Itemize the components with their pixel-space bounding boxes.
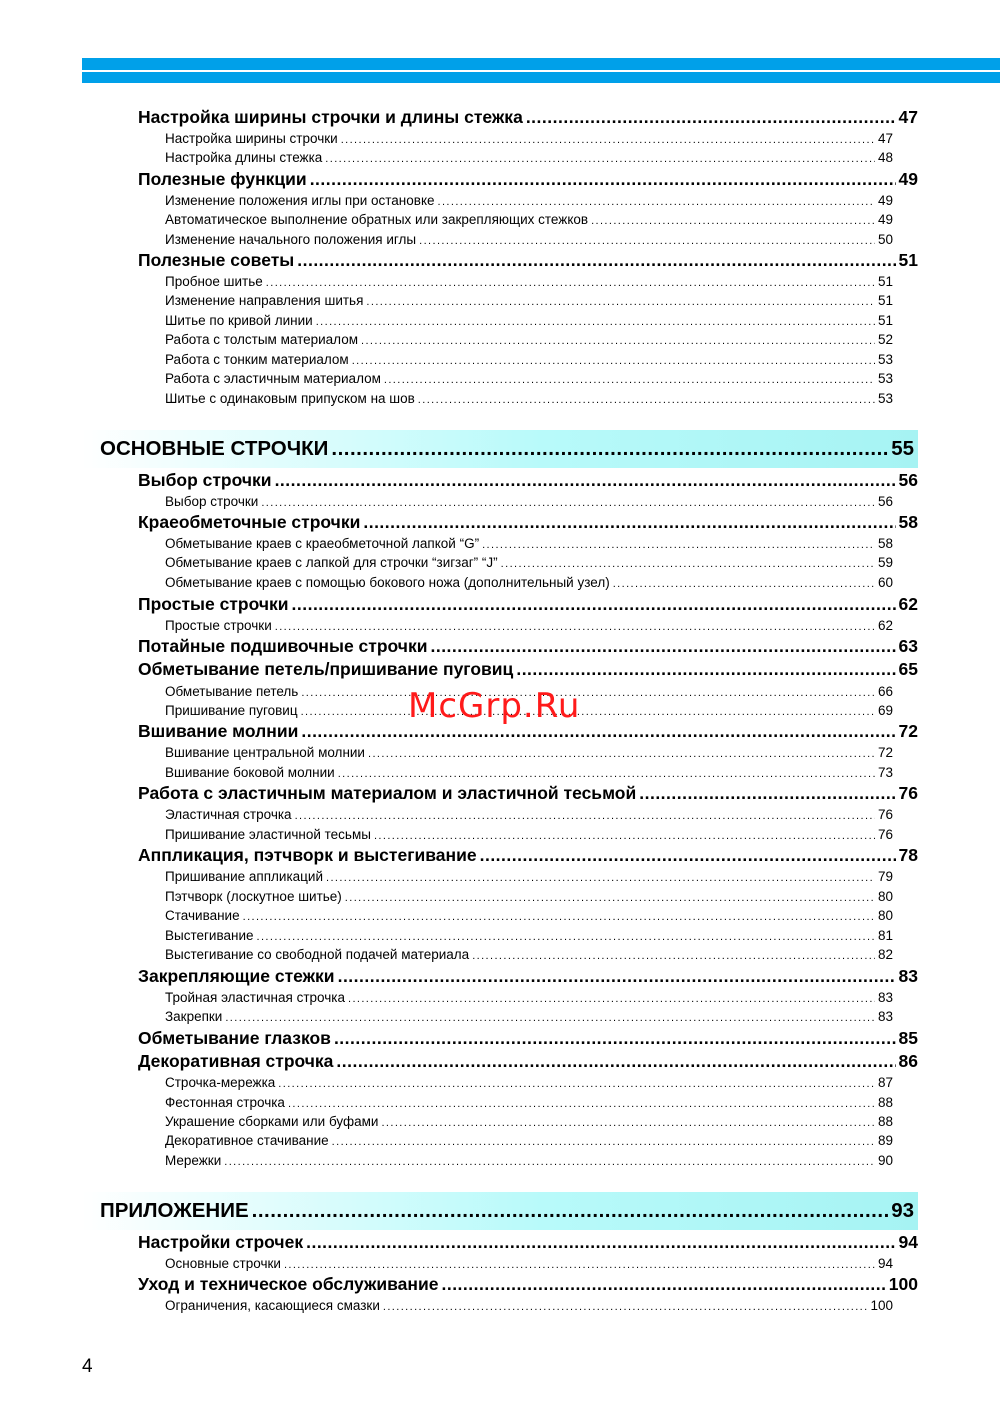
toc-subsection[interactable] [165, 827, 893, 844]
toc-page-number: 87 [877, 1075, 893, 1090]
leader-dots [332, 1136, 875, 1148]
toc-page-number: 72 [877, 745, 893, 760]
toc-subsection-title: Работа с толстым материалом [165, 332, 358, 347]
leader-dots [310, 169, 896, 190]
toc-subsection[interactable] [165, 536, 893, 553]
toc-subsection[interactable] [165, 212, 893, 229]
toc-page-number: 48 [877, 150, 893, 165]
toc-page-number: 51 [898, 250, 918, 270]
toc-page-number: 78 [898, 845, 918, 865]
leader-dots [381, 1117, 875, 1129]
leader-dots [352, 355, 875, 367]
toc-page-number: 66 [877, 684, 893, 699]
toc-subsection[interactable] [165, 494, 893, 511]
toc-subsection[interactable] [165, 575, 893, 592]
toc-section[interactable] [138, 512, 918, 534]
toc-page-number: 80 [877, 908, 893, 923]
toc-subsection[interactable] [165, 313, 893, 330]
toc-section-title: Вшивание молнии [138, 721, 299, 741]
toc-subsection[interactable] [165, 1009, 893, 1026]
toc-subsection-title: Основные строчки [165, 1256, 281, 1271]
leader-dots [639, 783, 895, 804]
toc-page-number: 47 [898, 107, 918, 127]
toc-subsection-title: Пробное шитье [165, 274, 263, 289]
toc-subsection[interactable] [165, 1256, 893, 1273]
toc-chapter-title: ОСНОВНЫЕ СТРОЧКИ [100, 437, 329, 460]
toc-subsection-title: Выстегивание со свободной подачей материала [165, 947, 470, 962]
toc-subsection-title: Выбор строчки [165, 494, 259, 509]
toc-section-title: Закрепляющие стежки [138, 966, 335, 986]
leader-dots [418, 394, 875, 406]
toc-page-number: 65 [898, 659, 918, 679]
toc-page-number: 62 [898, 594, 918, 614]
leader-dots [368, 748, 875, 760]
toc-subsection-title: Обметывание краев с помощью бокового ножа (дополнительный узел) [165, 575, 610, 590]
toc-page-number: 50 [877, 232, 893, 247]
toc-section[interactable] [138, 783, 918, 805]
leader-dots [331, 437, 888, 461]
toc-page-number: 49 [877, 193, 893, 208]
toc-subsection-title: Фестонная строчка [165, 1095, 285, 1110]
toc-section[interactable] [138, 250, 918, 272]
toc-page-number: 94 [898, 1232, 918, 1252]
leader-dots [480, 845, 896, 866]
toc-section[interactable] [138, 107, 918, 129]
leader-dots [275, 621, 875, 633]
toc-subsection-title: Выстегивание [165, 928, 254, 943]
leader-dots [266, 277, 875, 289]
toc-subsection[interactable] [165, 618, 893, 635]
leader-dots [341, 134, 875, 146]
toc-page-number: 93 [891, 1199, 914, 1222]
leader-dots [225, 1012, 875, 1024]
toc-page-number: 55 [891, 437, 914, 460]
toc-section-title: Обметывание петель/пришивание пуговиц [138, 659, 514, 679]
page-number: 4 [82, 1356, 93, 1377]
toc-subsection[interactable] [165, 193, 893, 210]
toc-subsection[interactable] [165, 745, 893, 762]
toc-subsection-title: Вшивание центральной молнии [165, 745, 365, 760]
toc-page-number: 76 [877, 827, 893, 842]
toc-page-number: 49 [898, 169, 918, 189]
toc-subsection[interactable] [165, 928, 893, 945]
chapter-header [82, 430, 918, 468]
toc-page-number: 58 [898, 512, 918, 532]
toc-page-number: 90 [877, 1153, 893, 1168]
leader-dots [338, 966, 896, 987]
toc-page-number: 58 [877, 536, 893, 551]
leader-dots [301, 687, 875, 699]
toc-subsection-title: Изменение начального положения иглы [165, 232, 417, 247]
toc-section[interactable] [138, 636, 918, 658]
toc-subsection[interactable] [165, 391, 893, 408]
toc-page-number: 86 [898, 1051, 918, 1071]
toc-page-number: 51 [877, 313, 893, 328]
toc-subsection-title: Шитье с одинаковым припуском на шов [165, 391, 415, 406]
leader-dots [613, 578, 875, 590]
leader-dots [295, 810, 875, 822]
toc-subsection[interactable] [165, 1095, 893, 1112]
toc-section-title: Работа с эластичным материалом и эластичной тесьмой [138, 783, 637, 803]
watermark: McGrp.Ru [408, 686, 581, 726]
toc-page-number: 88 [877, 1114, 893, 1129]
leader-dots [275, 470, 896, 491]
toc-page-number: 82 [877, 947, 893, 962]
toc-section-title: Полезные функции [138, 169, 307, 189]
toc-subsection[interactable] [165, 150, 893, 167]
toc-subsection-title: Простые строчки [165, 618, 272, 633]
toc-subsection-title: Стачивание [165, 908, 240, 923]
leader-dots [419, 235, 875, 247]
toc-page-number: 59 [877, 555, 893, 570]
leader-dots [482, 539, 875, 551]
leader-dots [366, 296, 875, 308]
toc-page-number: 100 [870, 1298, 893, 1313]
toc-subsection-title: Тройная эластичная строчка [165, 990, 345, 1005]
toc-page-number: 89 [877, 1133, 893, 1148]
toc-page-number: 53 [877, 371, 893, 386]
toc-page-number: 83 [898, 966, 918, 986]
leader-dots [278, 1078, 875, 1090]
toc-subsection-title: Автоматическое выполнение обратных или закрепляющих стежков [165, 212, 589, 227]
toc-section[interactable] [138, 1028, 918, 1050]
toc-page-number: 51 [877, 293, 893, 308]
toc-chapter-title: ПРИЛОЖЕНИЕ [100, 1199, 249, 1222]
toc-page-number: 69 [877, 703, 893, 718]
toc-section[interactable] [138, 1232, 918, 1254]
toc-subsection[interactable] [165, 990, 893, 1007]
toc-subsection-title: Ограничения, касающиеся смазки [165, 1298, 380, 1313]
toc-page-number: 49 [877, 212, 893, 227]
toc-subsection-title: Мережки [165, 1153, 222, 1168]
toc-subsection-title: Обметывание петель [165, 684, 299, 699]
toc-page-number: 52 [877, 332, 893, 347]
toc-subsection-title: Обметывание краев с лапкой для строчки “зигзаг” “J” [165, 555, 498, 570]
toc-page-number: 81 [877, 928, 893, 943]
toc-subsection-title: Пришивание эластичной тесьмы [165, 827, 371, 842]
toc-subsection-title: Обметывание краев с краеобметочной лапкой “G” [165, 536, 480, 551]
toc-subsection-title: Изменение положения иглы при остановке [165, 193, 435, 208]
leader-dots [363, 512, 895, 533]
toc-subsection[interactable] [165, 1075, 893, 1092]
toc-page-number: 60 [877, 575, 893, 590]
toc-section[interactable] [138, 594, 918, 616]
toc-section[interactable] [138, 845, 918, 867]
leader-dots [361, 335, 875, 347]
leader-dots [292, 594, 896, 615]
toc-subsection[interactable] [165, 869, 893, 886]
toc-subsection-title: Работа с эластичным материалом [165, 371, 381, 386]
toc-subsection-title: Закрепки [165, 1009, 223, 1024]
toc-subsection-title: Декоративное стачивание [165, 1133, 329, 1148]
leader-dots [243, 911, 875, 923]
toc-section[interactable] [138, 169, 918, 191]
leader-dots [301, 706, 875, 718]
toc-subsection[interactable] [165, 1153, 893, 1170]
toc-subsection[interactable] [165, 555, 893, 572]
leader-dots [384, 374, 875, 386]
toc-section-title: Аппликация, пэтчворк и выстегивание [138, 845, 477, 865]
toc-subsection[interactable] [165, 765, 893, 782]
leader-dots [472, 950, 875, 962]
leader-dots [257, 931, 875, 943]
toc-section[interactable] [138, 659, 918, 681]
toc-page-number: 56 [898, 470, 918, 490]
leader-dots [297, 250, 895, 271]
toc-subsection-title: Изменение направления шитья [165, 293, 364, 308]
toc-subsection[interactable] [165, 1133, 893, 1150]
toc-page-number: 72 [898, 721, 918, 741]
leader-dots [301, 721, 895, 742]
toc-section-title: Полезные советы [138, 250, 295, 270]
toc-subsection[interactable] [165, 371, 893, 388]
toc-subsection[interactable] [165, 293, 893, 310]
chapter-header [82, 1192, 918, 1230]
leader-dots [441, 1274, 885, 1295]
toc-page-number: 53 [877, 391, 893, 406]
toc-page-number: 85 [898, 1028, 918, 1048]
toc-subsection-title: Настройка длины стежка [165, 150, 323, 165]
header-bar [82, 58, 1000, 83]
toc-section[interactable] [138, 470, 918, 492]
toc-subsection-title: Настройка ширины строчки [165, 131, 338, 146]
toc-subsection[interactable] [165, 1298, 893, 1315]
toc-subsection[interactable] [165, 807, 893, 824]
toc-page-number: 94 [877, 1256, 893, 1271]
toc-subsection-title: Шитье по кривой линии [165, 313, 313, 328]
leader-dots [591, 215, 875, 227]
toc-subsection-title: Пришивание аппликаций [165, 869, 323, 884]
toc-subsection[interactable] [165, 352, 893, 369]
toc-subsection-title: Работа с тонким материалом [165, 352, 349, 367]
toc-page-number: 62 [877, 618, 893, 633]
toc-subsection-title: Строчка-мережка [165, 1075, 276, 1090]
leader-dots [438, 196, 875, 208]
leader-dots [306, 1232, 895, 1253]
toc-subsection-title: Вшивание боковой молнии [165, 765, 335, 780]
toc-subsection-title: Эластичная строчка [165, 807, 292, 822]
toc-page-number: 83 [877, 1009, 893, 1024]
toc-page-number: 88 [877, 1095, 893, 1110]
toc-chapter[interactable] [100, 1199, 914, 1223]
toc-page-number: 47 [877, 131, 893, 146]
toc-section[interactable] [138, 1274, 918, 1296]
leader-dots [383, 1301, 868, 1313]
leader-dots [374, 830, 875, 842]
toc-section-title: Краеобметочные строчки [138, 512, 361, 532]
toc-page-number: 83 [877, 990, 893, 1005]
toc-subsection[interactable] [165, 889, 893, 906]
leader-dots [348, 993, 875, 1005]
toc-subsection[interactable] [165, 947, 893, 964]
toc-page-number: 56 [877, 494, 893, 509]
leader-dots [501, 558, 875, 570]
toc-subsection[interactable] [165, 232, 893, 249]
toc-section-title: Настройки строчек [138, 1232, 304, 1252]
toc-section-title: Выбор строчки [138, 470, 272, 490]
toc-section[interactable] [138, 1051, 918, 1073]
leader-dots [326, 872, 875, 884]
toc-subsection[interactable] [165, 131, 893, 148]
toc-page-number: 100 [888, 1274, 918, 1294]
toc-page-number: 76 [877, 807, 893, 822]
leader-dots [316, 316, 875, 328]
leader-dots [252, 1199, 889, 1223]
toc-section-title: Декоративная строчка [138, 1051, 334, 1071]
leader-dots [334, 1028, 896, 1049]
toc-page-number: 80 [877, 889, 893, 904]
leader-dots [526, 107, 896, 128]
toc-subsection-title: Украшение сборками или буфами [165, 1114, 379, 1129]
leader-dots [345, 892, 875, 904]
toc-section-title: Настройка ширины строчки и длины стежка [138, 107, 523, 127]
leader-dots [284, 1259, 875, 1271]
leader-dots [288, 1098, 875, 1110]
toc-section[interactable] [138, 966, 918, 988]
toc-page-number: 53 [877, 352, 893, 367]
toc-section-title: Простые строчки [138, 594, 289, 614]
toc-subsection[interactable] [165, 332, 893, 349]
leader-dots [336, 1051, 895, 1072]
leader-dots [516, 659, 895, 680]
toc-subsection[interactable] [165, 274, 893, 291]
toc-page-number: 79 [877, 869, 893, 884]
toc-section-title: Уход и техническое обслуживание [138, 1274, 439, 1294]
toc-chapter[interactable] [100, 437, 914, 461]
toc-section-title: Обметывание глазков [138, 1028, 331, 1048]
toc-subsection-title: Пэтчворк (лоскутное шитье) [165, 889, 342, 904]
toc-subsection[interactable] [165, 1114, 893, 1131]
toc-subsection[interactable] [165, 908, 893, 925]
toc-subsection-title: Пришивание пуговиц [165, 703, 298, 718]
toc-page-number: 63 [898, 636, 918, 656]
toc-page-number: 76 [898, 783, 918, 803]
leader-dots [224, 1156, 875, 1168]
toc-section-title: Потайные подшивочные строчки [138, 636, 428, 656]
toc-page-number: 51 [877, 274, 893, 289]
toc-page-number: 73 [877, 765, 893, 780]
leader-dots [261, 497, 875, 509]
leader-dots [325, 153, 875, 165]
leader-dots [338, 768, 875, 780]
leader-dots [430, 636, 895, 657]
